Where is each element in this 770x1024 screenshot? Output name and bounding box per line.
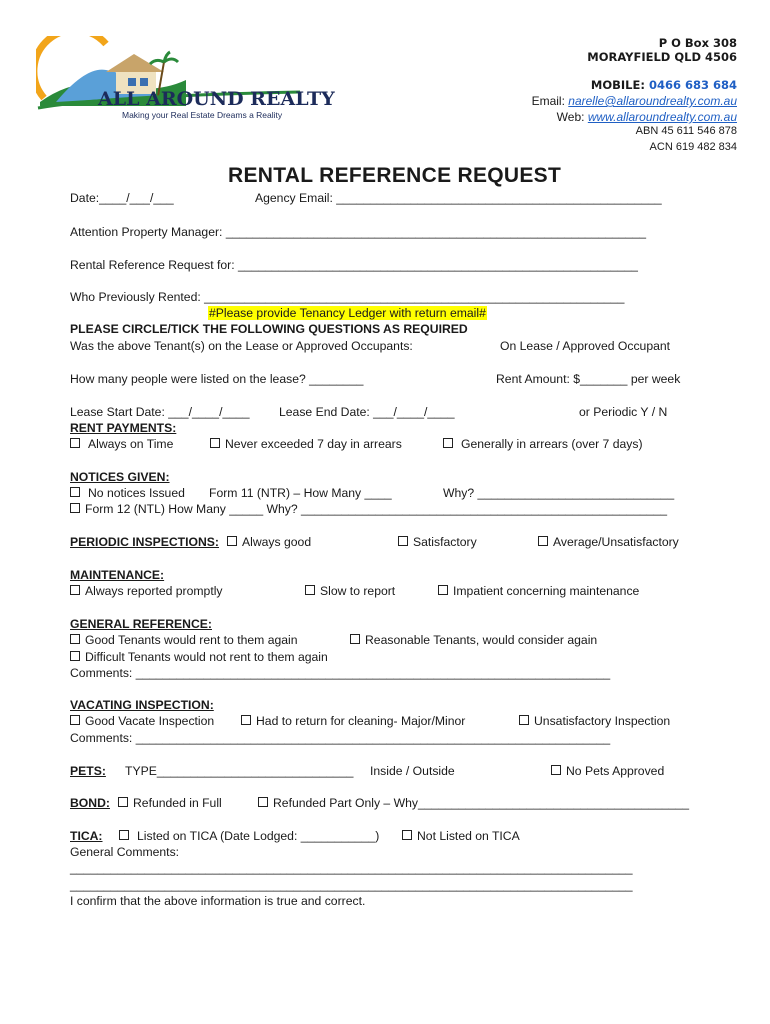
- checkbox-icon[interactable]: [210, 438, 220, 448]
- ledger-note-text: #Please provide Tenancy Ledger with return email#: [209, 306, 486, 320]
- general-reference-heading: GENERAL REFERENCE:: [70, 617, 212, 631]
- checkbox-icon[interactable]: [551, 765, 561, 775]
- inspection-always-good[interactable]: [227, 535, 311, 549]
- checkbox-icon[interactable]: [70, 585, 80, 595]
- po-box: P O Box 308: [658, 36, 737, 50]
- periodic-inspections-heading: PERIODIC INSPECTIONS:: [70, 535, 219, 549]
- logo-tagline: Making your Real Estate Dreams a Reality: [122, 110, 283, 120]
- checkbox-icon[interactable]: [119, 830, 129, 840]
- logo-name: ALL AROUND REALTY: [98, 88, 335, 110]
- checkbox-icon[interactable]: [118, 797, 128, 807]
- notices-form12[interactable]: [70, 502, 667, 516]
- pets-none[interactable]: [551, 764, 664, 778]
- notices-form11[interactable]: Form 11 (NTR) – How Many ____: [209, 486, 392, 500]
- inspection-average[interactable]: [538, 535, 679, 549]
- option-label: Reasonable Tenants, would consider again: [365, 633, 598, 647]
- vacating-heading: VACATING INSPECTION:: [70, 698, 214, 712]
- checkbox-icon[interactable]: [258, 797, 268, 807]
- option-label: Impatient concerning maintenance: [453, 584, 640, 598]
- option-label: Had to return for cleaning- Major/Minor: [256, 714, 466, 728]
- pets-type-field[interactable]: TYPE_____________________________: [125, 764, 354, 778]
- confirmation-statement: I confirm that the above information is true and correct.: [70, 894, 366, 908]
- rent-always-on-time[interactable]: [70, 437, 173, 451]
- checkbox-icon[interactable]: [398, 536, 408, 546]
- pets-heading: PETS:: [70, 764, 106, 778]
- bond-part[interactable]: [258, 796, 689, 810]
- tica-not-listed[interactable]: [402, 829, 520, 843]
- tica-heading: TICA:: [70, 829, 103, 843]
- general-comments-line-1[interactable]: ___________________________________________________________________________________: [70, 861, 633, 875]
- email-label: Email:: [531, 94, 565, 108]
- maintenance-impatient[interactable]: [438, 584, 639, 598]
- option-label: Always on Time: [88, 437, 174, 451]
- circle-tick-heading: PLEASE CIRCLE/TICK THE FOLLOWING QUESTIONS AS REQUIRED: [70, 322, 468, 336]
- checkbox-icon[interactable]: [70, 651, 80, 661]
- mobile-line: [591, 78, 737, 92]
- ledger-note: [208, 306, 487, 320]
- checkbox-icon[interactable]: [227, 536, 237, 546]
- web-line: [557, 110, 737, 124]
- inspection-satisfactory[interactable]: [398, 535, 477, 549]
- lease-start-field[interactable]: Lease Start Date: ___/____/____: [70, 405, 250, 419]
- tenant-question: Was the above Tenant(s) on the Lease or Approved Occupants:: [70, 339, 413, 353]
- option-label: Always good: [242, 535, 312, 549]
- maintenance-slow[interactable]: [305, 584, 395, 598]
- date-field[interactable]: Date:____/___/___: [70, 191, 174, 205]
- suburb: MORAYFIELD QLD 4506: [587, 50, 737, 64]
- email-link[interactable]: narelle@allaroundrealty.com.au: [568, 94, 737, 108]
- page-title: RENTAL REFERENCE REQUEST: [228, 164, 562, 187]
- agency-email-field[interactable]: Agency Email: ________________________________________________: [255, 191, 662, 205]
- option-label: Form 12 (NTL) How Many _____ Why? ______________________________________________________: [85, 502, 668, 516]
- reference-good[interactable]: [70, 633, 298, 647]
- option-label: Always reported promptly: [85, 584, 223, 598]
- rent-generally-arrears[interactable]: [443, 437, 643, 451]
- option-label: Unsatisfactory Inspection: [534, 714, 671, 728]
- option-label: No notices Issued: [88, 486, 185, 500]
- checkbox-icon[interactable]: [350, 634, 360, 644]
- vacating-cleaning[interactable]: [241, 714, 465, 728]
- vacating-comments[interactable]: Comments: ______________________________________________________________________: [70, 731, 611, 745]
- checkbox-icon[interactable]: [70, 715, 80, 725]
- option-label: Refunded Part Only – Why________________________________________: [273, 796, 690, 810]
- reference-comments[interactable]: Comments: ______________________________________________________________________: [70, 666, 611, 680]
- tica-listed[interactable]: [119, 829, 379, 843]
- checkbox-icon[interactable]: [241, 715, 251, 725]
- checkbox-icon[interactable]: [70, 634, 80, 644]
- option-label: Difficult Tenants would not rent to them again: [85, 650, 328, 664]
- option-label: Slow to report: [320, 584, 396, 598]
- attention-field[interactable]: Attention Property Manager: ______________________________________________________________: [70, 225, 647, 239]
- company-logo: [36, 36, 335, 126]
- option-label: Listed on TICA (Date Lodged: ___________): [137, 829, 380, 843]
- maintenance-heading: MAINTENANCE:: [70, 568, 165, 582]
- checkbox-icon[interactable]: [305, 585, 315, 595]
- rent-never-exceeded[interactable]: [210, 437, 402, 451]
- option-label: Never exceeded 7 day in arrears: [225, 437, 402, 451]
- web-link[interactable]: www.allaroundrealty.com.au: [587, 110, 737, 124]
- abn: ABN 45 611 546 878: [635, 125, 737, 137]
- option-label: No Pets Approved: [566, 764, 665, 778]
- mobile-value[interactable]: 0466 683 684: [648, 78, 737, 92]
- people-question[interactable]: How many people were listed on the lease? ________: [70, 372, 364, 386]
- checkbox-icon[interactable]: [70, 487, 80, 497]
- maintenance-prompt[interactable]: [70, 584, 223, 598]
- checkbox-icon[interactable]: [538, 536, 548, 546]
- notices-why[interactable]: Why? _____________________________: [443, 486, 675, 500]
- acn: ACN 619 482 834: [649, 141, 737, 153]
- mobile-label: MOBILE:: [590, 78, 645, 92]
- vacating-unsatisfactory[interactable]: [519, 714, 670, 728]
- option-label: Good Vacate Inspection: [85, 714, 215, 728]
- request-for-field[interactable]: Rental Reference Request for: ___________________________________________________________: [70, 258, 638, 272]
- checkbox-icon[interactable]: [438, 585, 448, 595]
- pets-inside-outside[interactable]: Inside / Outside: [370, 764, 455, 778]
- checkbox-icon[interactable]: [519, 715, 529, 725]
- checkbox-icon[interactable]: [70, 503, 80, 513]
- notices-none[interactable]: [70, 486, 185, 500]
- checkbox-icon[interactable]: [443, 438, 453, 448]
- tenant-answer[interactable]: On Lease / Approved Occupant: [500, 339, 671, 353]
- option-label: Not Listed on TICA: [417, 829, 520, 843]
- option-label: Average/Unsatisfactory: [553, 535, 679, 549]
- rent-payments-heading: RENT PAYMENTS:: [70, 421, 177, 435]
- checkbox-icon[interactable]: [402, 830, 412, 840]
- web-label: Web:: [556, 110, 585, 124]
- option-label: Good Tenants would rent to them again: [85, 633, 298, 647]
- bond-heading: BOND:: [70, 796, 110, 810]
- vacating-good[interactable]: [70, 714, 214, 728]
- periodic-field[interactable]: or Periodic Y / N: [579, 405, 668, 419]
- notices-heading: NOTICES GIVEN:: [70, 470, 170, 484]
- rent-amount-field[interactable]: Rent Amount: $_______ per week: [496, 372, 681, 386]
- email-line: [532, 94, 737, 108]
- previously-rented-field[interactable]: Who Previously Rented: ______________________________________________________________: [70, 290, 625, 304]
- option-label: Refunded in Full: [133, 796, 222, 810]
- option-label: Generally in arrears (over 7 days): [461, 437, 643, 451]
- checkbox-icon[interactable]: [70, 438, 80, 448]
- bond-full[interactable]: [118, 796, 222, 810]
- reference-difficult[interactable]: [70, 650, 328, 664]
- reference-reasonable[interactable]: [350, 633, 597, 647]
- lease-end-field[interactable]: Lease End Date: ___/____/____: [279, 405, 455, 419]
- general-comments-label: General Comments:: [70, 845, 180, 859]
- general-comments-line-2[interactable]: ___________________________________________________________________________________: [70, 878, 633, 892]
- option-label: Satisfactory: [413, 535, 477, 549]
